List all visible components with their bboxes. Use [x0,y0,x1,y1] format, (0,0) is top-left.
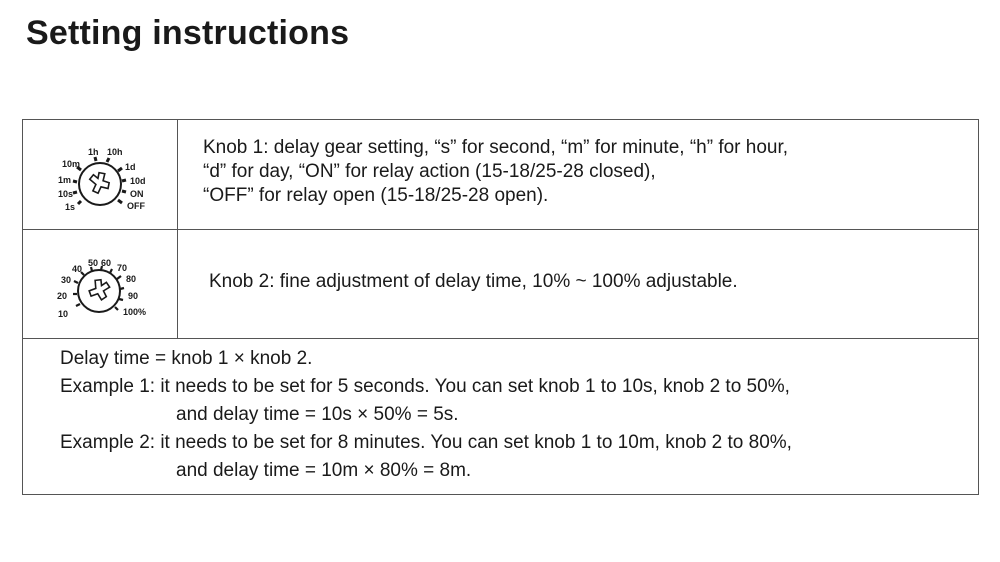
knob1-label: 1m [58,175,72,185]
knob2-label: 100% [123,307,147,317]
knob1-label: 1d [125,162,136,172]
notes-row [23,339,978,495]
knob2-label: 20 [57,291,68,301]
knob1-icon-cell [23,120,178,229]
knob1-label: 10h [107,147,123,157]
knob2-line: Knob 2: fine adjustment of delay time, 10% ~ 100% adjustable. [209,271,738,292]
knob2-label: 60 [101,258,112,268]
knob1-label: 10d [130,176,146,186]
knob1-label: ON [130,189,144,199]
knob1-label: 1s [65,202,76,212]
knob1-label: 1h [88,147,99,157]
knob2-label: 70 [117,263,128,273]
knob2-label: 90 [128,291,139,301]
knob1-label: 10s [58,189,74,199]
knob1-dial-icon [37,128,167,223]
knob1-label: 10m [62,159,81,169]
knob2-row [23,230,978,339]
knob2-label: 10 [58,309,69,319]
example2-text: Example 2: it needs to be set for 8 minutes. You can set knob 1 to 10m, knob 2 to 80%, [60,432,792,453]
page-title: Setting instructions [26,14,350,52]
knob2-label: 80 [126,274,137,284]
example2-continuation: and delay time = 10m × 80% = 8m. [176,460,472,481]
knob1-row [23,120,978,230]
knob2-icon-cell [23,230,178,338]
knob1-line: Knob 1: delay gear setting, “s” for second, “m” for minute, “h” for hour, [203,137,789,158]
knob1-description [179,120,978,229]
knob2-label: 50 [88,258,99,268]
knob1-line: “d” for day, “ON” for relay action (15-18/25-28 closed), [203,161,656,182]
formula-text: Delay time = knob 1 × knob 2. [60,348,313,369]
knob2-label: 30 [61,275,72,285]
knob2-dial-icon [37,238,167,333]
knob1-line: “OFF” for relay open (15-18/25-28 open). [203,185,549,206]
example1-text: Example 1: it needs to be set for 5 seconds. You can set knob 1 to 10s, knob 2 to 50%, [60,376,790,397]
knob1-label: OFF [127,201,145,211]
example1-continuation: and delay time = 10s × 50% = 5s. [176,404,459,425]
instructions-table [22,119,979,495]
knob2-description [179,230,978,338]
knob2-label: 40 [72,264,83,274]
